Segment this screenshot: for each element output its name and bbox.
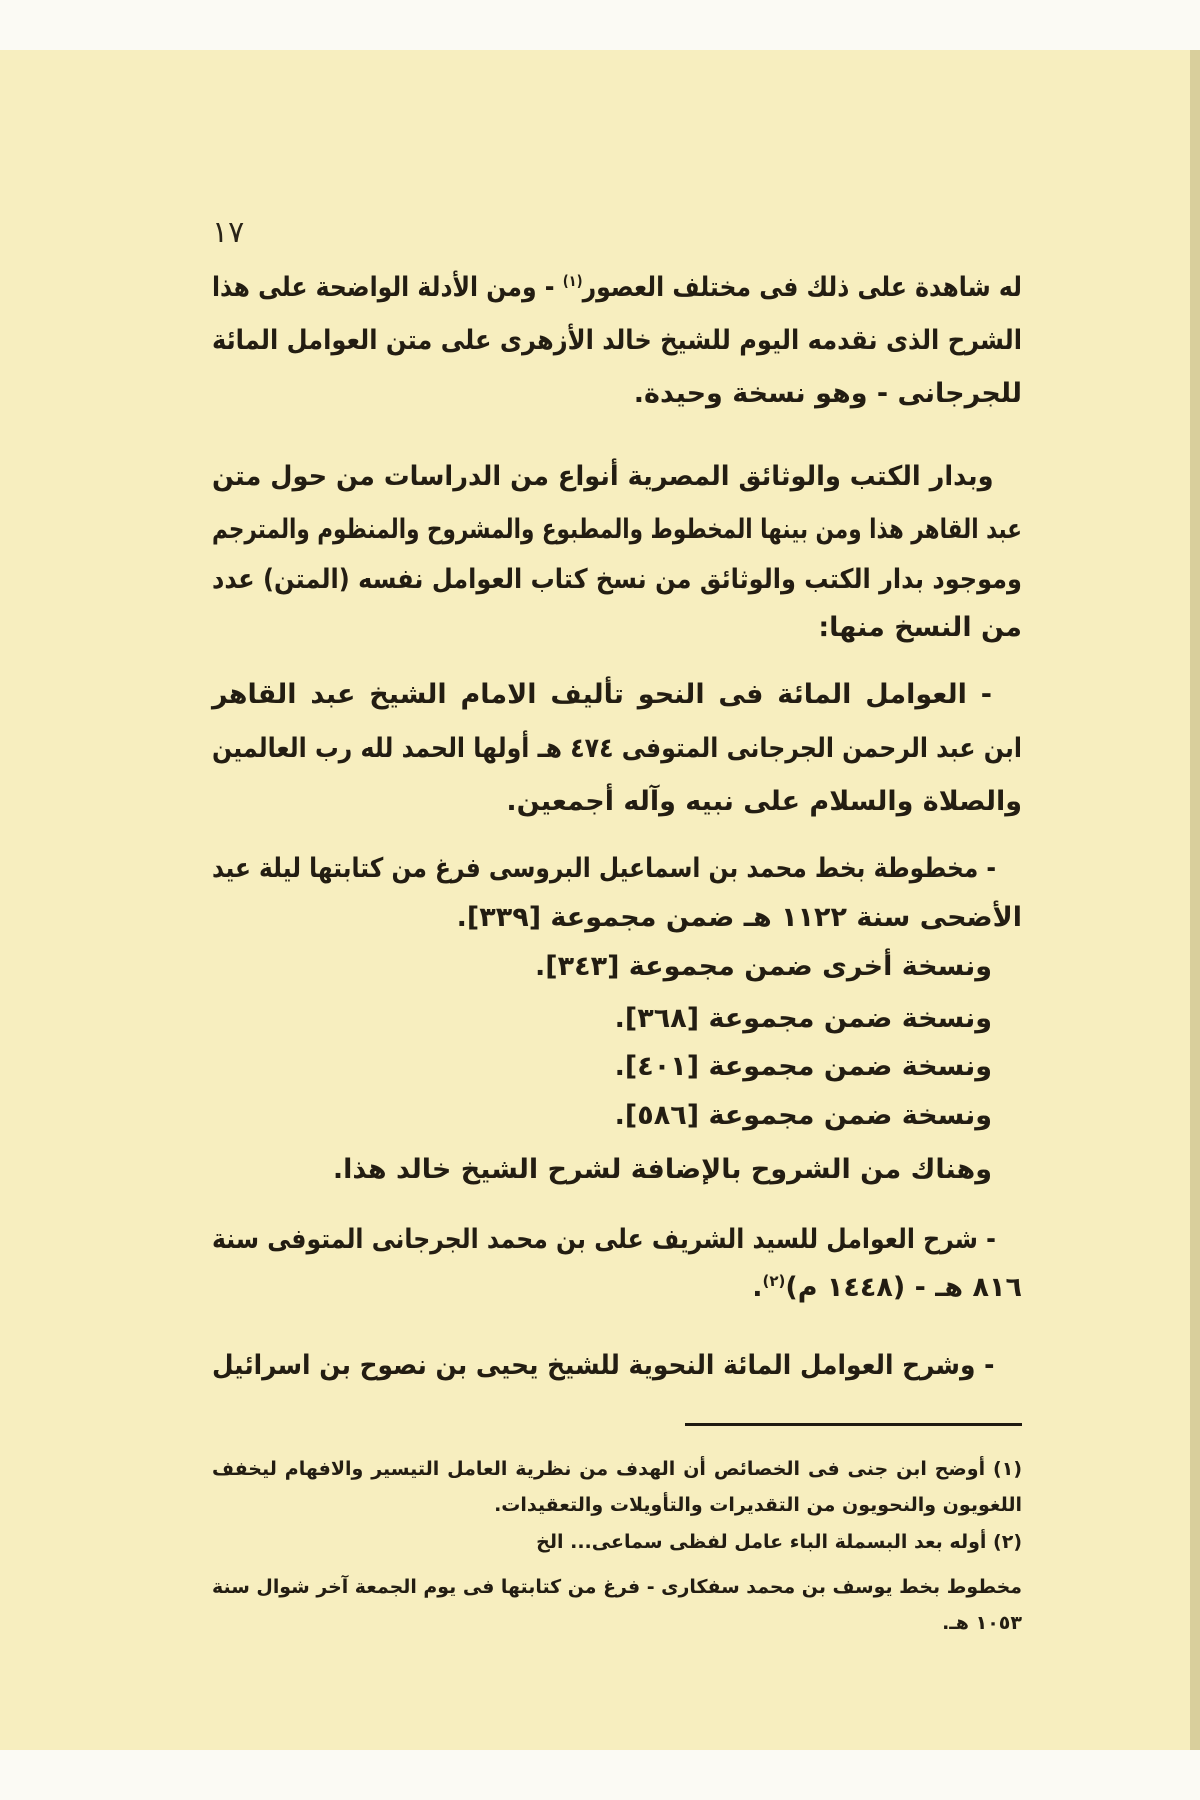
body-line-7: من النسخ منها:: [818, 612, 1022, 643]
body-line-16: ونسخة ضمن مجموعة [٥٨٦].: [614, 1100, 992, 1131]
page-number: ١٧: [212, 215, 245, 250]
page-edge: [1190, 50, 1200, 1750]
footnote-1-line-2: اللغويون والنحويون من التقديرات والتأويلات والتعقيدات.: [494, 1494, 1022, 1516]
body-line-2: الشرح الذى نقدمه اليوم للشيخ خالد الأزهرى على متن العوامل المائة: [211, 325, 1022, 356]
body-line-6: وموجود بدار الكتب والوثائق من نسخ كتاب العوامل نفسه (المتن) عدد: [212, 564, 1022, 595]
body-line-14: ونسخة ضمن مجموعة [٣٦٨].: [614, 1003, 992, 1034]
body-line-11: - مخطوطة بخط محمد بن اسماعيل البروسى فرغ من كتابتها ليلة عيد: [211, 853, 997, 884]
footnote-2-line-2: مخطوط بخط يوسف بن محمد سفكارى - فرغ من كتابتها فى يوم الجمعة آخر شوال سنة: [212, 1576, 1022, 1598]
footnote-2-line-1: (٢) أوله بعد البسملة الباء عامل لفظى سماعى... الخ: [536, 1531, 1022, 1553]
body-line-10: والصلاة والسلام على نبيه وآله أجمعين.: [506, 786, 1022, 817]
body-line-1: له شاهدة على ذلك فى مختلف العصور$^{(١)}$ - ومن الأدلة الواضحة على هذا: [211, 272, 1022, 303]
footnote-ref-2: (٢): [762, 1272, 786, 1290]
footnote-separator: [685, 1423, 1022, 1426]
body-line-3: للجرجانى - وهو نسخة وحيدة.: [633, 378, 1022, 409]
footnote-1-line-1: (١) أوضح ابن جنى فى الخصائص أن الهدف من نظرية العامل التيسير والافهام ليخفف: [212, 1458, 1022, 1480]
body-line-17: وهناك من الشروح بالإضافة لشرح الشيخ خالد هذا.: [332, 1154, 992, 1185]
body-line-4: وبدار الكتب والوثائق المصرية أنواع من الدراسات من حول متن: [211, 461, 994, 492]
footnote-2-line-3: ١٠٥٣ هـ.: [942, 1612, 1022, 1634]
body-line-13: ونسخة أخرى ضمن مجموعة [٣٤٣].: [535, 951, 992, 982]
body-line-15: ونسخة ضمن مجموعة [٤٠١].: [614, 1051, 992, 1082]
body-line-5: عبد القاهر هذا ومن بينها المخطوط والمطبوع والمشروح والمنظوم والمترجم: [212, 514, 1023, 545]
body-line-9: ابن عبد الرحمن الجرجانى المتوفى ٤٧٤ هـ أولها الحمد لله رب العالمين: [211, 733, 1022, 764]
body-line-12: الأضحى سنة ١١٢٢ هـ ضمن مجموعة [٣٣٩].: [456, 902, 1022, 933]
body-line-20: - وشرح العوامل المائة النحوية للشيخ يحيى بن نصوح بن اسرائيل: [211, 1350, 995, 1381]
footnote-ref-1: (١): [562, 272, 583, 290]
body-line-8: - العوامل المائة فى النحو تأليف الامام الشيخ عبد القاهر: [212, 679, 992, 710]
body-line-19: ٨١٦ هـ - (١٤٤٨ م)$^{(٢)}$.: [752, 1272, 1022, 1303]
body-line-18: - شرح العوامل للسيد الشريف على بن محمد الجرجانى المتوفى سنة: [211, 1224, 996, 1255]
